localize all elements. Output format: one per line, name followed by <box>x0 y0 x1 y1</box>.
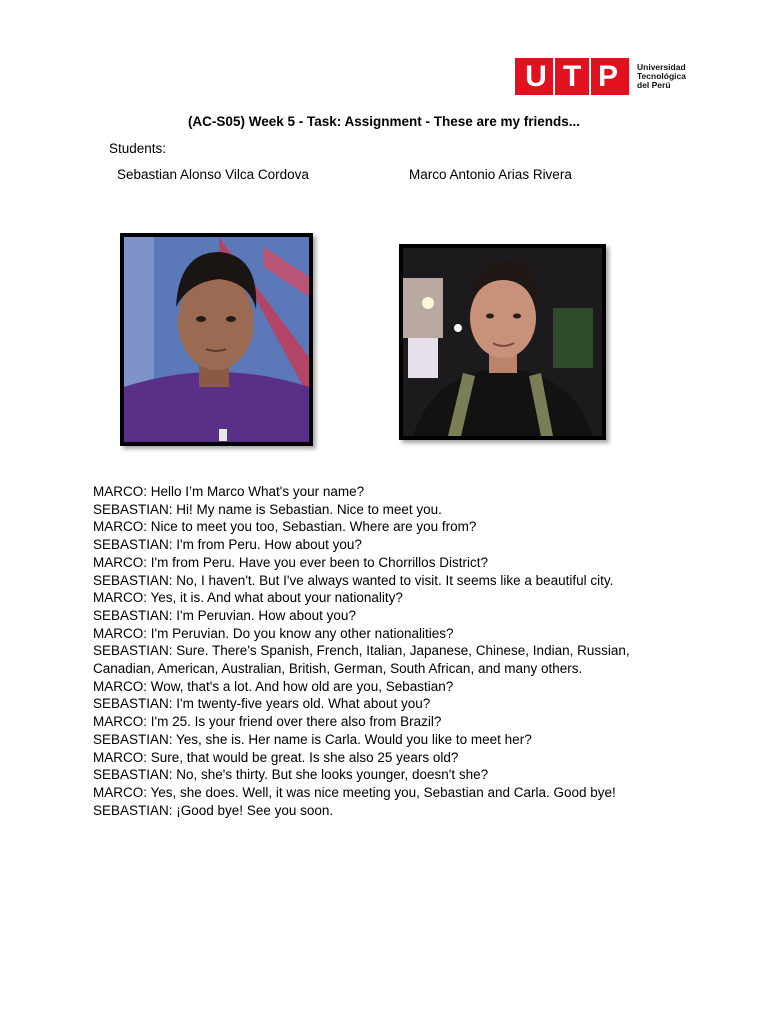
dialogue-line: SEBASTIAN: I'm twenty-five years old. What about you? <box>93 696 431 712</box>
students-label: Students: <box>109 141 167 156</box>
dialogue-line: SEBASTIAN: No, she's thirty. But she looks younger, doesn't she? <box>93 767 489 783</box>
dialogue-line: MARCO: Wow, that's a lot. And how old are you, Sebastian? <box>93 678 454 694</box>
dialogue-line: MARCO: I'm 25. Is your friend over there also from Brazil? <box>93 714 442 730</box>
dialogue-line: SEBASTIAN: Yes, she is. Her name is Carla. Would you like to meet her? <box>93 731 532 747</box>
utp-logo-box <box>515 58 629 95</box>
student-name-marco: Marco Antonio Arias Rivera <box>409 167 572 182</box>
dialogue-line: SEBASTIAN: I'm from Peru. How about you? <box>93 537 362 553</box>
dialogue-line: MARCO: Nice to meet you too, Sebastian. Where are you from? <box>93 519 477 535</box>
logo-university-name <box>637 63 693 90</box>
dialogue-line: Canadian, American, Australian, British, German, South African, and many others. <box>93 661 583 677</box>
logo-separator <box>589 58 591 95</box>
dialogue-line: MARCO: Hello I’m Marco What's your name? <box>93 484 365 499</box>
utp-logo <box>515 58 693 95</box>
dialogue-line: MARCO: Sure, that would be great. Is she also 25 years old? <box>93 749 459 765</box>
student-photo-sebastian <box>120 233 313 446</box>
logo-letter-t: T <box>562 60 582 93</box>
logo-letter-u: U <box>525 60 547 93</box>
dialogue-line: MARCO: Yes, it is. And what about your nationality? <box>93 590 403 606</box>
dialogue-line: SEBASTIAN: Hi! My name is Sebastian. Nice to meet you. <box>93 501 442 517</box>
dialogue-line: MARCO: I'm Peruvian. Do you know any other nationalities? <box>93 625 454 641</box>
logo-text-line: Tecnológica <box>637 71 686 81</box>
portrait-illustration <box>124 237 309 442</box>
dialogue-line: SEBASTIAN: I'm Peruvian. How about you? <box>93 607 356 623</box>
student-name-sebastian: Sebastian Alonso Vilca Cordova <box>117 167 309 182</box>
logo-letter-p: P <box>597 60 618 93</box>
dialogue-line: MARCO: Yes, she does. Well, it was nice meeting you, Sebastian and Carla. Good bye! <box>93 784 616 800</box>
dialogue-line: MARCO: I'm from Peru. Have you ever been to Chorrillos District? <box>93 554 488 570</box>
student-photo-marco <box>399 244 606 440</box>
dialogue-line: SEBASTIAN: No, I haven't. But I've always wanted to visit. It seems like a beautiful city. <box>93 572 614 588</box>
logo-text-line: Universidad <box>637 63 686 72</box>
dialogue-line: SEBASTIAN: ¡Good bye! See you soon. <box>93 802 334 818</box>
dialogue-text <box>93 483 693 819</box>
logo-text-line: del Perú <box>637 80 671 90</box>
dialogue-line: SEBASTIAN: Sure. There's Spanish, French, Italian, Japanese, Chinese, Indian, Russian, <box>93 643 630 659</box>
logo-separator <box>553 58 555 95</box>
document-title: (AC-S05) Week 5 - Task: Assignment - These are my friends... <box>187 114 581 129</box>
portrait-illustration <box>403 248 602 436</box>
